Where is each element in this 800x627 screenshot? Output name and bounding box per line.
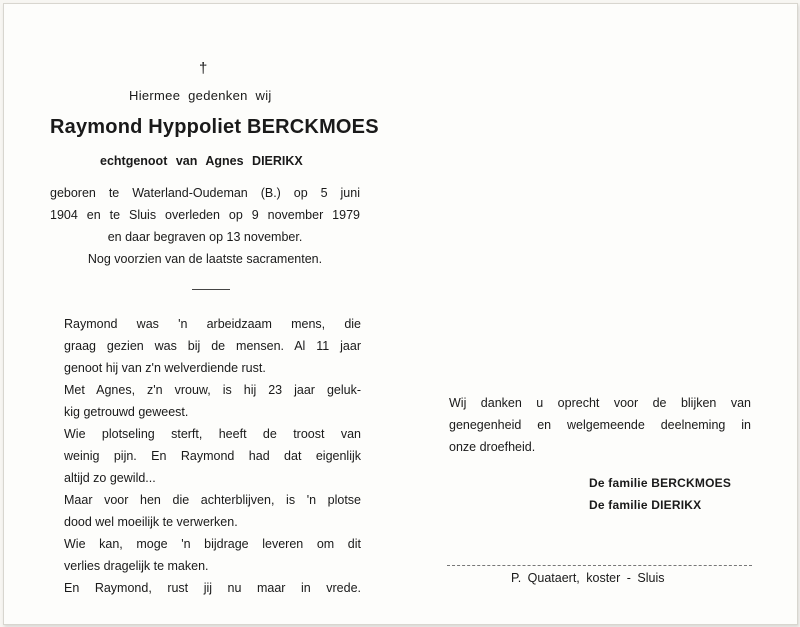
bio-line: Nog voorzien van de laatste sacramenten. [87,252,323,266]
intro-line: Hiermee gedenken wij [129,88,272,103]
cross-icon: † [199,60,208,77]
thanks-line: Wij danken u oprecht voor de blijken van [449,396,751,410]
text-line: dood wel moeilijk te verwerken. [64,515,238,529]
bio-line: 1904 en te Sluis overleden op 9 november 1979 [50,208,360,222]
text-line: graag gezien was bij de mensen. Al 11 jaar [64,339,361,353]
text-line: Wie kan, moge 'n bijdrage leveren om dit [64,537,361,551]
printer-credit: P. Quataert, koster - Sluis [511,571,665,585]
spouse-line: echtgenoot van Agnes DIERIKX [100,154,303,168]
text-line: Wie plotseling sterft, heeft de troost van [64,427,361,441]
remembrance-text [64,313,361,599]
family-signature-berckmoes: De familie BERCKMOES [589,476,732,490]
dashed-divider [447,565,752,566]
text-line: Raymond was 'n arbeidzaam mens, die [64,317,361,331]
thanks-line: genegenheid en welgemeende deelneming in [449,418,751,432]
text-line: genoot hij van z'n welverdiende rust. [64,361,266,375]
thanks-line: onze droefheid. [449,440,536,454]
memorial-card [3,3,798,625]
text-line: Maar voor hen die achterblijven, is 'n plotse [64,493,361,507]
bio-line: geboren te Waterland-Oudeman (B.) op 5 juni [50,186,360,200]
bio-line: en daar begraven op 13 november. [107,230,303,244]
family-signature-dierikx: De familie DIERIKX [589,498,702,512]
separator-line [192,289,230,290]
text-line: weinig pijn. En Raymond had dat eigenlijk [64,449,361,463]
text-line: En Raymond, rust jij nu maar in vrede. [64,581,361,595]
deceased-name: Raymond Hyppoliet BERCKMOES [50,116,379,138]
text-line: verlies dragelijk te maken. [64,559,209,573]
thanks-text [449,392,751,458]
text-line: kig getrouwd geweest. [64,405,189,419]
biography [50,182,360,270]
text-line: Met Agnes, z'n vrouw, is hij 23 jaar geluk- [64,383,361,397]
text-line: altijd zo gewild... [64,471,156,485]
